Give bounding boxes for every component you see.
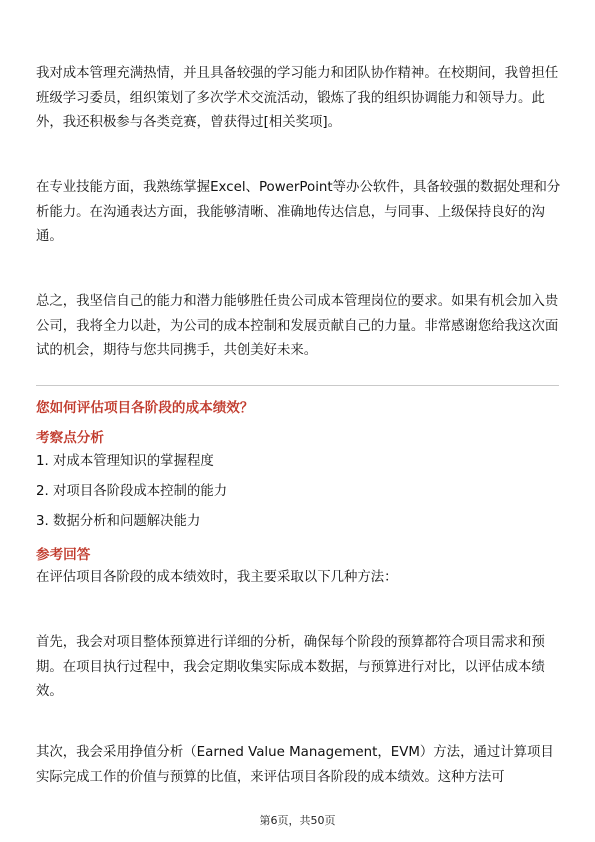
answer-paragraph-3: 其次，我会采用挣值分析（Earned Value Management，EVM）方法，通过计算项目实际完成工作的价值与预算的比值，来评估项目各阶段的成本绩效。这种方法可 <box>36 745 554 785</box>
question-title: 您如何评估项目各阶段的成本绩效？ <box>36 400 254 416</box>
analysis-heading: 考察点分析 <box>36 430 104 446</box>
section-divider <box>36 385 559 386</box>
page-footer: 第6页，共50页 <box>259 814 336 827</box>
intro-paragraph-1: 我对成本管理充满热情，并且具备较强的学习能力和团队协作精神。在校期间，我曾担任班级学习委员，组织策划了多次学术交流活动，锻炼了我的组织协调能力和领导力。此外，我还积极参与各类竞赛，曾获得过[相关奖项]。 <box>36 66 559 130</box>
analysis-list <box>36 452 562 542</box>
answer-paragraph-1: 在评估项目各阶段的成本绩效时，我主要采取以下几种方法： <box>36 570 398 585</box>
answer-heading: 参考回答 <box>36 547 91 563</box>
analysis-point-2: 2. 对项目各阶段成本控制的能力 <box>36 484 228 499</box>
answer-paragraph-2: 首先，我会对项目整体预算进行详细的分析，确保每个阶段的预算都符合项目需求和预期。在项目执行过程中，我会定期收集实际成本数据，与预算进行对比，以评估成本绩效。 <box>36 635 545 699</box>
analysis-point-1: 1. 对成本管理知识的掌握程度 <box>36 454 214 469</box>
intro-paragraph-3: 总之，我坚信自己的能力和潜力能够胜任贵公司成本管理岗位的要求。如果有机会加入贵公司，我将全力以赴，为公司的成本控制和发展贡献自己的力量。非常感谢您给我这次面试的机会，期待与您共同携手，共创美好未来。 <box>36 294 559 358</box>
analysis-point-3: 3. 数据分析和问题解决能力 <box>36 514 201 529</box>
intro-paragraph-2: 在专业技能方面，我熟练掌握Excel、PowerPoint等办公软件，具备较强的数据处理和分析能力。在沟通表达方面，我能够清晰、准确地传达信息，与同事、上级保持良好的沟通。 <box>36 180 561 244</box>
